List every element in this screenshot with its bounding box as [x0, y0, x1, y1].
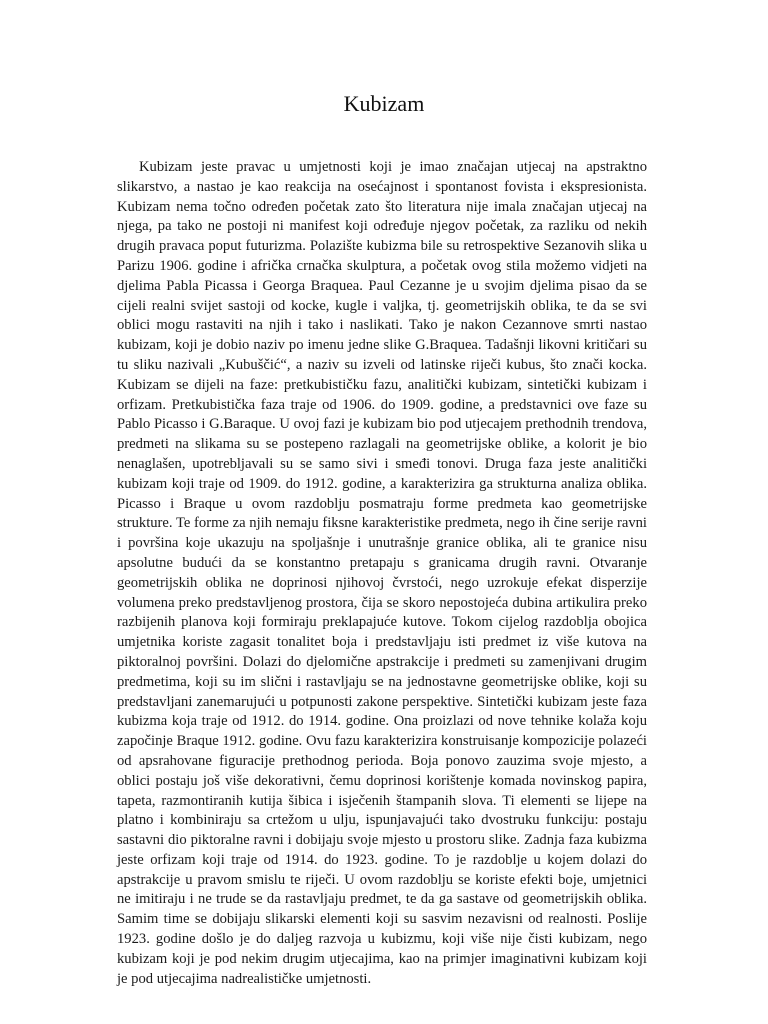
body-paragraph: Kubizam jeste pravac u umjetnosti koji je imao značajan utjecaj na apstraktno slikarstvo, a nastao je kao reakcija na osećajnost i spontanost fovista i ekspresionista. Kubizam nema točno određen početak zato što literatura nije imala značajan utjecaj na njega, pa tako ne postoji ni manifest koji određuje njegov početak, za razliku od nekih drugih pravaca poput futurizma. Polazište kubizma bile su retrospektive Sezanovih slika u Parizu 1906. godine i afrička crnačka skulptura, a početak ovog stila možemo vidjeti na djelima Pabla Picassa i Georga Braquea. Paul Cezanne je u svojim djelima pisao da se cijeli realni svijet sastoji od kocke, kugle i valjka, tj. geometrijskih oblika, te da se svi oblici mogu rastaviti na njih i tako i naslikati. Tako je nakon Cezannove smrti nastao kubizam, koji je dobio naziv po imenu jedne slike G.Braquea. Tadašnji likovni kritičari su tu sliku nazivali „Kubuščić“, a naziv su izveli od latinske riječi kubus, što znači kocka. Kubizam se dijeli na faze: pretkubističku fazu, analitički kubizam, sintetički kubizam i orfizam. Pretkubistička faza traje od 1906. do 1909. godine, a predstavnici ove faze su Pablo Picasso i G.Baraque. U ovoj fazi je kubizam bio pod utjecajem prethodnih trendova, predmeti na slikama su se postepeno razlagali na geometrijske oblike, a kolorit je bio nenaglašen, upotrebljavali su se samo sivi i smeđi tonovi. Druga faza jeste analitički kubizam koji traje od 1909. do 1912. godine, a karakterizira ga strukturna analiza oblika. Picasso i Braque u ovom razdoblju posmatraju forme predmeta kao geometrijske strukture. Te forme za njih nemaju fiksne karakteristike predmeta, nego ih čine serije ravni i površina koje ukazuju na spoljašnje i unutrašnje granice oblika, ali te granice nisu apsolutne budući da se konstantno pretapaju s granicama drugih ravni. Otvaranje geometrijskih oblika ne doprinosi njihovoj čvrstoći, nego uzrokuje efekat disperzije volumena preko predstavljenog prostora, čija se skoro nepostojeća dubina artikulira preko razbijenih planova koji formiraju preklapajuće kutove. Tokom cijelog razdoblja obojica umjetnika koriste zagasit tonalitet boja i predstavljaju isti predmet iz više kutova na piktoralnoj površini. Dolazi do djelomične apstrakcije i predmeti su zamenjivani drugim predmetima, koji su im slični i rastavljaju se na jednostavne geometrijske oblike, koji su predstavljani zanemarujući u potpunosti zakone perspektive. Sintetički kubizam jeste faza kubizma koja traje od 1912. do 1914. godine. Ona proizlazi od nove tehnike kolaža koju započinje Braque 1912. godine. Ovu fazu karakterizira konstruisanje kompozicije polazeći od apsrahovane figuracije prethodnog perioda. Boja ponovo zauzima svoje mjesto, a oblici postaju još više dekorativni, čemu doprinosi korištenje komada novinskog papira, tapeta, razmontiranih kutija šibica i isječenih štampanih slova. Ti elementi se lijepe na platno i kombiniraju sa crtežom u ulju, ispunjavajući tako dvostruku funkciju: postaju sastavni dio piktoralne ravni i dobijaju svoje mjesto u prostoru slike. Zadnja faza kubizma jeste orfizam koji traje od 1914. do 1923. godine. To je razdoblje u kojem dolazi do apstrakcije u pravom smislu te riječi. U ovom razdoblju se koriste efekti boje, umjetnici ne imitiraju i ne trude se da rastavljaju predmet, te da ga sastave od geometrijskih oblika. Samim time se dobijaju slikarski elementi koji su sasvim nezavisni od realnosti. Poslije 1923. godine došlo je do daljeg razvoja u kubizmu, koji više nije čisti kubizam, nego kubizam koji je pod nekim drugim utjecajima, kao na primjer imaginativni kubizam koji je pod utjecajima nadrealističke umjetnosti.: [117, 159, 647, 987]
document-title: Kubizam: [343, 91, 425, 116]
